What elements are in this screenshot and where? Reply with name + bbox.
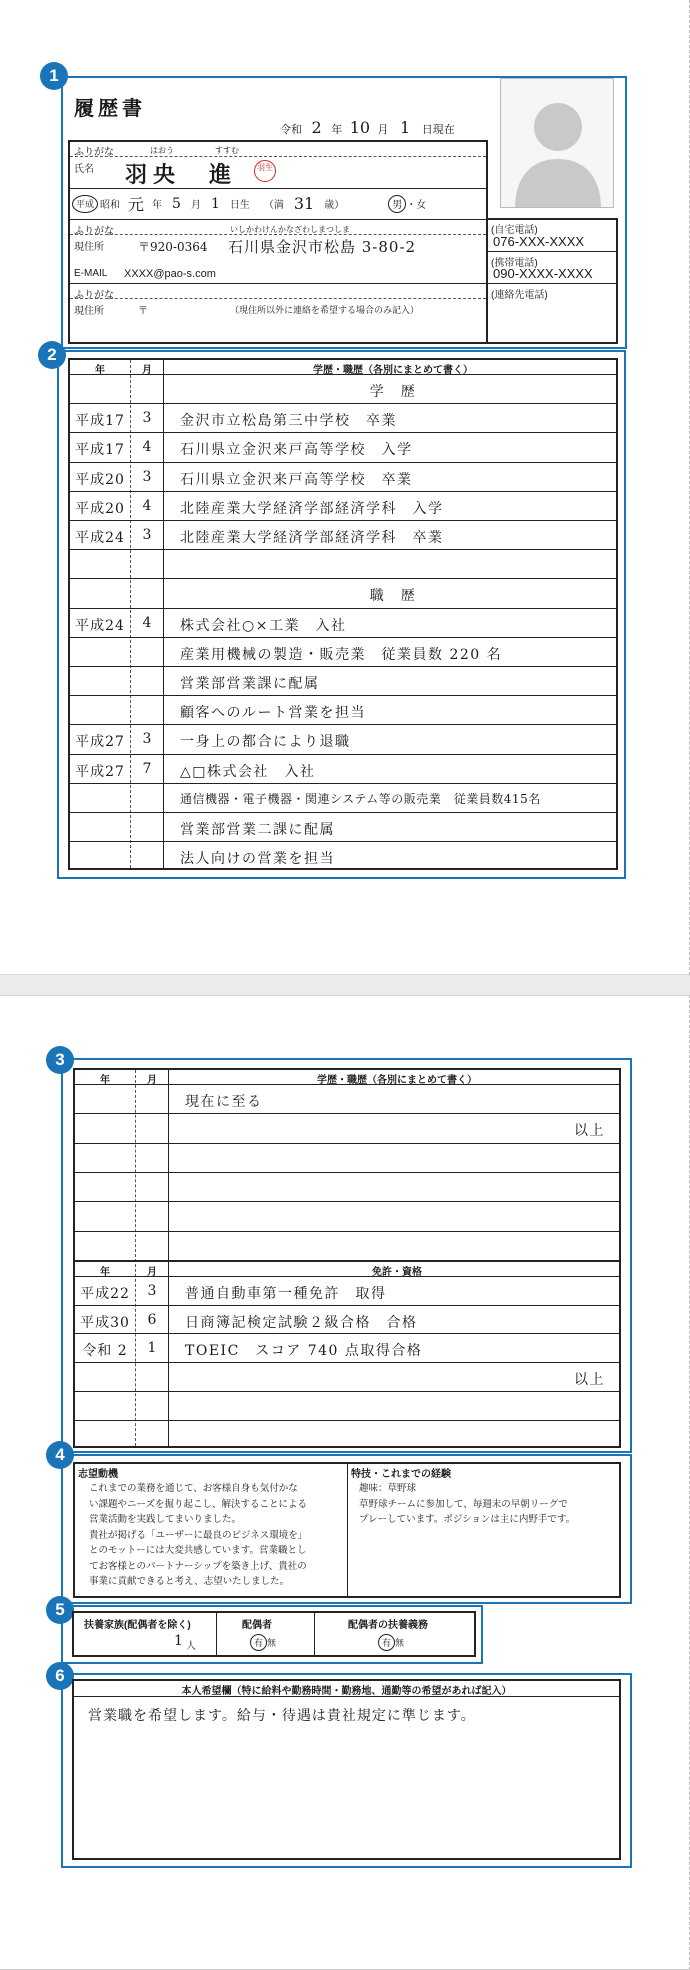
row-text: 産業用機械の製造・販売業 従業員数 220 名: [180, 646, 503, 663]
section-badge-5: 5: [46, 1596, 74, 1624]
row-text: 顧客へのルート営業を担当: [180, 705, 366, 722]
mobile-phone-label: (携帯電話): [491, 258, 538, 269]
row-year: 平成30: [80, 1314, 130, 1331]
row-text: 通信機器・電子機器・関連システム等の販売業 従業員数415名: [180, 791, 541, 806]
date-era: 令和: [280, 123, 302, 136]
section-badge-4: 4: [46, 1441, 74, 1469]
age-value: 31: [293, 194, 315, 213]
row-month: 6: [147, 1311, 157, 1328]
family-box: [72, 1611, 476, 1657]
row-month: 3: [142, 527, 152, 543]
row-text: 職 歴: [369, 588, 417, 605]
row-text: 株式会社○×工業 入社: [180, 617, 347, 634]
row-text: 営業部営業二課に配属: [180, 822, 335, 838]
row-month: 4: [142, 614, 152, 631]
email-value: XXXX@pao-s.com: [124, 268, 216, 280]
table-row: [75, 1420, 619, 1449]
contact-note: （現住所以外に連絡を希望する場合のみ記入）: [230, 305, 420, 315]
text-line: 趣味：草野球: [359, 1483, 417, 1494]
table-row: [70, 578, 616, 607]
row-month: 3: [142, 468, 152, 485]
table-row: [70, 841, 616, 870]
request-text: 営業職を希望します。給与・待遇は貴社規定に準じます。: [88, 1708, 476, 1724]
address-label: 現住所: [74, 242, 104, 253]
birth-date-row: [72, 192, 426, 215]
seal-stamp: [254, 160, 276, 182]
licenses-col-year: 年: [100, 1267, 110, 1278]
history2-rows: [75, 1084, 619, 1260]
table-row: [70, 403, 616, 432]
birth-year: 元: [128, 195, 145, 214]
home-phone-label: (自宅電話): [491, 225, 538, 236]
section-badge-2: 2: [38, 341, 66, 369]
text-line: これまでの業務を通じて、お客様自身も気付かな: [89, 1483, 298, 1494]
spouse-yes-circled: 有: [250, 1634, 267, 1651]
postal-code: 〒920-0364: [138, 240, 208, 254]
row-month: 3: [142, 731, 152, 748]
birth-month-unit: 月: [190, 200, 201, 211]
row-text: 一身上の都合により退職: [180, 734, 351, 751]
table-row: [75, 1231, 619, 1260]
date-month-unit: 月: [377, 123, 389, 136]
row-year: 平成22: [80, 1286, 130, 1302]
person-silhouette-icon: [501, 79, 614, 208]
table-row: [70, 374, 616, 403]
birth-year-unit: 年: [152, 200, 163, 211]
table-row: [70, 724, 616, 753]
name-label: 氏名: [74, 164, 94, 175]
row-text: △□株式会社 入社: [180, 763, 316, 780]
skills-label: 特技・これまでの経験: [351, 1469, 451, 1480]
row-text: TOEIC スコア 740 点取得合格: [185, 1343, 423, 1360]
contact-furigana-label: ふりがな: [74, 290, 114, 301]
gender-male-circled: 男: [388, 195, 406, 213]
contact-label: 現住所: [74, 306, 104, 317]
table-row: [70, 520, 616, 549]
date-year-unit: 年: [331, 123, 343, 136]
row-text: 金沢市立松島第三中学校 卒業: [180, 413, 397, 430]
row-year: 令和 2: [82, 1343, 128, 1360]
motivation-text: [89, 1481, 345, 1590]
row-year: 平成17: [75, 413, 125, 430]
email-label: E-MAIL: [74, 268, 108, 279]
motivation-skills-box: [73, 1462, 621, 1598]
row-text: 北陸産業大学経済学部経済学科 入学: [180, 500, 444, 517]
address-value: 石川県金沢市松島 3-80-2: [228, 238, 417, 256]
row-text: 以上: [574, 1372, 605, 1389]
row-text: 学 歴: [369, 384, 417, 400]
history-table: [68, 358, 618, 870]
photo-placeholder[interactable]: [500, 78, 614, 208]
date-suffix: 日現在: [421, 123, 455, 136]
history-col-month: 月: [142, 365, 152, 376]
mobile-phone-value: 090-XXXX-XXXX: [493, 266, 593, 281]
licenses-rows: [75, 1276, 619, 1446]
date-month: 10: [349, 118, 371, 137]
history2-col-desc: 学歴・職歴（各別にまとめて書く）: [317, 1075, 477, 1086]
row-year: 平成20: [75, 500, 125, 517]
row-year: 平成27: [75, 763, 125, 780]
skills-text: [359, 1481, 617, 1528]
text-line: 草野球チームに参加して、毎週末の早朝リーグで: [359, 1498, 568, 1510]
history-col-desc: 学歴・職歴（各別にまとめて書く）: [313, 365, 473, 376]
licenses-col-desc: 免許・資格: [372, 1267, 422, 1278]
row-year: 平成20: [75, 471, 125, 488]
birth-day: 1: [210, 195, 220, 212]
table-row: [70, 783, 616, 812]
spouse-label: 配偶者: [242, 1620, 272, 1631]
table-row: [70, 637, 616, 666]
table-row: [70, 549, 616, 578]
history-continued-table: [73, 1068, 621, 1448]
request-box: [72, 1679, 621, 1860]
table-row: [70, 432, 616, 461]
dependents-unit: 人: [186, 1641, 196, 1652]
row-month: 3: [147, 1283, 157, 1299]
row-month: 4: [142, 439, 152, 456]
name-furigana-given: すすむ: [215, 146, 240, 155]
age-close: 歳）: [324, 200, 345, 211]
row-text: 法人向けの営業を担当: [180, 851, 335, 868]
table-row: [75, 1305, 619, 1334]
section-badge-3: 3: [46, 1046, 74, 1074]
table-row: [70, 666, 616, 695]
row-text: 石川県立金沢来戸高等学校 入学: [180, 442, 413, 459]
licenses-col-month: 月: [147, 1267, 157, 1278]
era-circled: 平成: [72, 195, 98, 213]
gender-female: 女: [416, 200, 427, 211]
row-text: 普通自動車第一種免許 取得: [185, 1286, 387, 1302]
text-line: 貴社が掲げる「ユーザーに最良のビジネス環境を」: [89, 1529, 308, 1541]
spouse-options: [250, 1634, 276, 1651]
request-label: 本人希望欄（特に給料や勤務時間・勤務地、通勤等の希望があれば記入）: [181, 1686, 512, 1697]
table-row: [75, 1143, 619, 1172]
table-row: [75, 1333, 619, 1362]
spouse-support-label: 配偶者の扶養義務: [348, 1620, 428, 1631]
support-yes-circled: 有: [378, 1634, 395, 1651]
history-rows: [70, 374, 616, 868]
home-phone-value: 076-XXX-XXXX: [493, 234, 585, 249]
address-furigana-label: ふりがな: [74, 226, 114, 237]
history-col-year: 年: [95, 365, 105, 376]
row-text: 現在に至る: [185, 1094, 263, 1110]
support-options: [378, 1634, 404, 1651]
birth-suffix: 日生: [229, 200, 250, 211]
name-furigana-family: はおう: [150, 146, 174, 155]
dependents-label: 扶養家族(配偶者を除く): [84, 1620, 191, 1631]
contact-phone-label: (連絡先電話): [491, 290, 548, 301]
seal-text: 羽生: [257, 163, 273, 172]
text-line: 事業に貢献できると考え、志望いたしました。: [89, 1576, 290, 1587]
row-month: 7: [142, 760, 152, 777]
age-open: （満: [263, 200, 284, 211]
row-month: 4: [142, 497, 152, 514]
resume-title: 履歴書: [74, 96, 146, 120]
era-other: 昭和: [100, 200, 120, 211]
table-row: [70, 608, 616, 637]
table-row: [75, 1362, 619, 1391]
row-month: 3: [142, 410, 152, 427]
section-badge-6: 6: [46, 1662, 74, 1690]
dependents-value: 1: [174, 1633, 183, 1649]
birth-month: 5: [172, 195, 181, 212]
table-row: [70, 812, 616, 841]
row-year: 平成27: [75, 734, 125, 751]
text-line: い課題やニーズを掘り起こし、解決することによる: [89, 1498, 308, 1510]
section-badge-1: 1: [40, 62, 68, 90]
row-year: 平成24: [75, 530, 125, 546]
row-year: 平成24: [75, 617, 125, 634]
table-row: [70, 695, 616, 724]
address-furigana: いしかわけんかなざわしまつしま: [230, 225, 350, 234]
resume-date: [280, 118, 455, 137]
history2-col-year: 年: [100, 1075, 110, 1086]
spouse-no: 無: [267, 1638, 277, 1648]
row-month: 1: [147, 1340, 157, 1357]
text-line: 営業活動を実践してまいりました。: [89, 1514, 242, 1525]
table-row: [70, 491, 616, 520]
row-text: 営業部営業課に配属: [180, 676, 320, 692]
text-line: てお客様とのパートナーシップを築き上げ、貴社の: [89, 1560, 307, 1572]
table-row: [70, 462, 616, 491]
date-day: 1: [400, 118, 411, 137]
row-year: 平成17: [75, 442, 125, 459]
support-no: 無: [395, 1638, 405, 1648]
date-year: 2: [311, 118, 322, 137]
motivation-label: 志望動機: [78, 1469, 118, 1480]
table-row: [70, 754, 616, 783]
row-text: 以上: [574, 1123, 605, 1140]
gender-sep: ・: [406, 200, 417, 211]
table-row: [75, 1113, 619, 1142]
row-text: 石川県立金沢来戸高等学校 卒業: [180, 471, 413, 488]
text-line: とのモットーには大変共感しています。営業職とし: [89, 1545, 307, 1556]
text-line: プレーしています。ポジションは主に内野手です。: [359, 1514, 576, 1525]
contact-postal-mark: 〒: [138, 306, 148, 317]
applicant-name: 羽央 進: [125, 162, 238, 188]
table-row: [75, 1276, 619, 1305]
table-row: [75, 1201, 619, 1230]
table-row: [75, 1391, 619, 1420]
row-text: 日商簿記検定試験２級合格 合格: [185, 1314, 418, 1331]
furigana-label: ふりがな: [74, 147, 114, 158]
history2-col-month: 月: [147, 1075, 157, 1086]
resume-page-2: [0, 995, 690, 1970]
table-row: [75, 1084, 619, 1113]
resume-page-1: [0, 0, 690, 975]
row-text: 北陸産業大学経済学部経済学科 卒業: [180, 530, 444, 546]
table-row: [75, 1172, 619, 1201]
